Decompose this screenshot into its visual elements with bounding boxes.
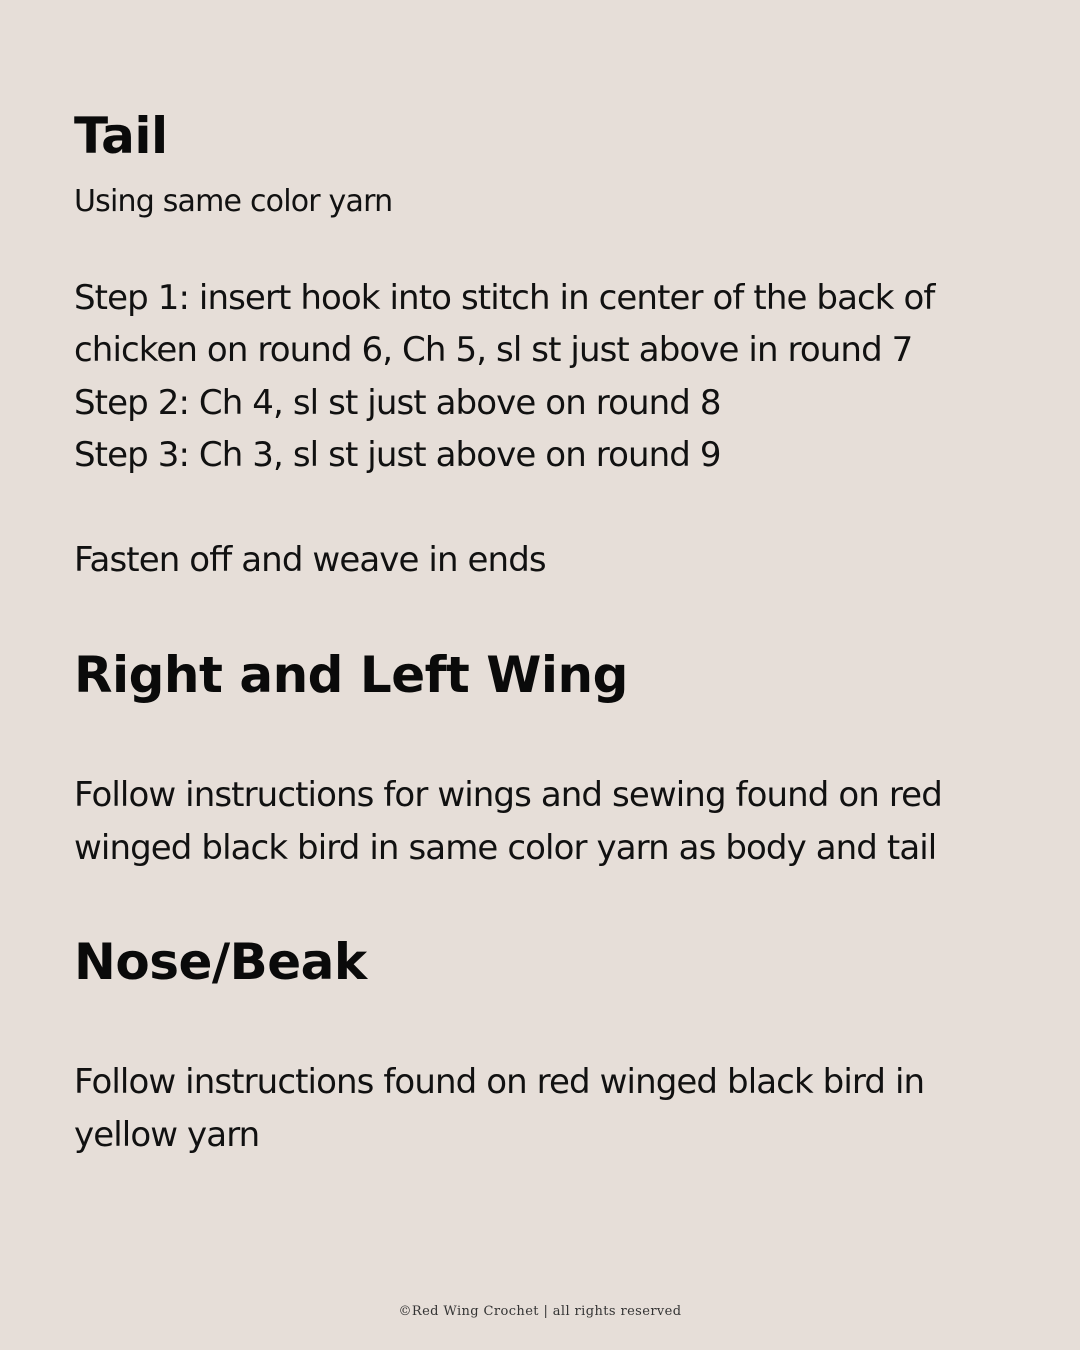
wing-instruction-line: Follow instructions for wings and sewing found on red (74, 775, 942, 815)
tail-step-line: Step 1: insert hook into stitch in center of the back of (74, 278, 935, 318)
tail-step-line: Step 2: Ch 4, sl st just above on round 8 (74, 383, 721, 423)
beak-instruction-line: Follow instructions found on red winged black bird in (74, 1062, 925, 1102)
tail-step-line: chicken on round 6, Ch 5, sl st just above in round 7 (74, 330, 913, 370)
wing-heading: Right and Left Wing (74, 646, 628, 704)
tail-step-line: Step 3: Ch 3, sl st just above on round 9 (74, 435, 721, 475)
tail-finish-text: Fasten off and weave in ends (74, 540, 546, 580)
copyright-footer: ©Red Wing Crochet | all rights reserved (398, 1304, 682, 1319)
wing-instruction-line: winged black bird in same color yarn as body and tail (74, 828, 937, 868)
tail-subtitle: Using same color yarn (74, 184, 393, 219)
beak-instruction-line: yellow yarn (74, 1115, 260, 1155)
beak-heading: Nose/Beak (74, 933, 367, 991)
tail-heading: Tail (74, 107, 168, 165)
